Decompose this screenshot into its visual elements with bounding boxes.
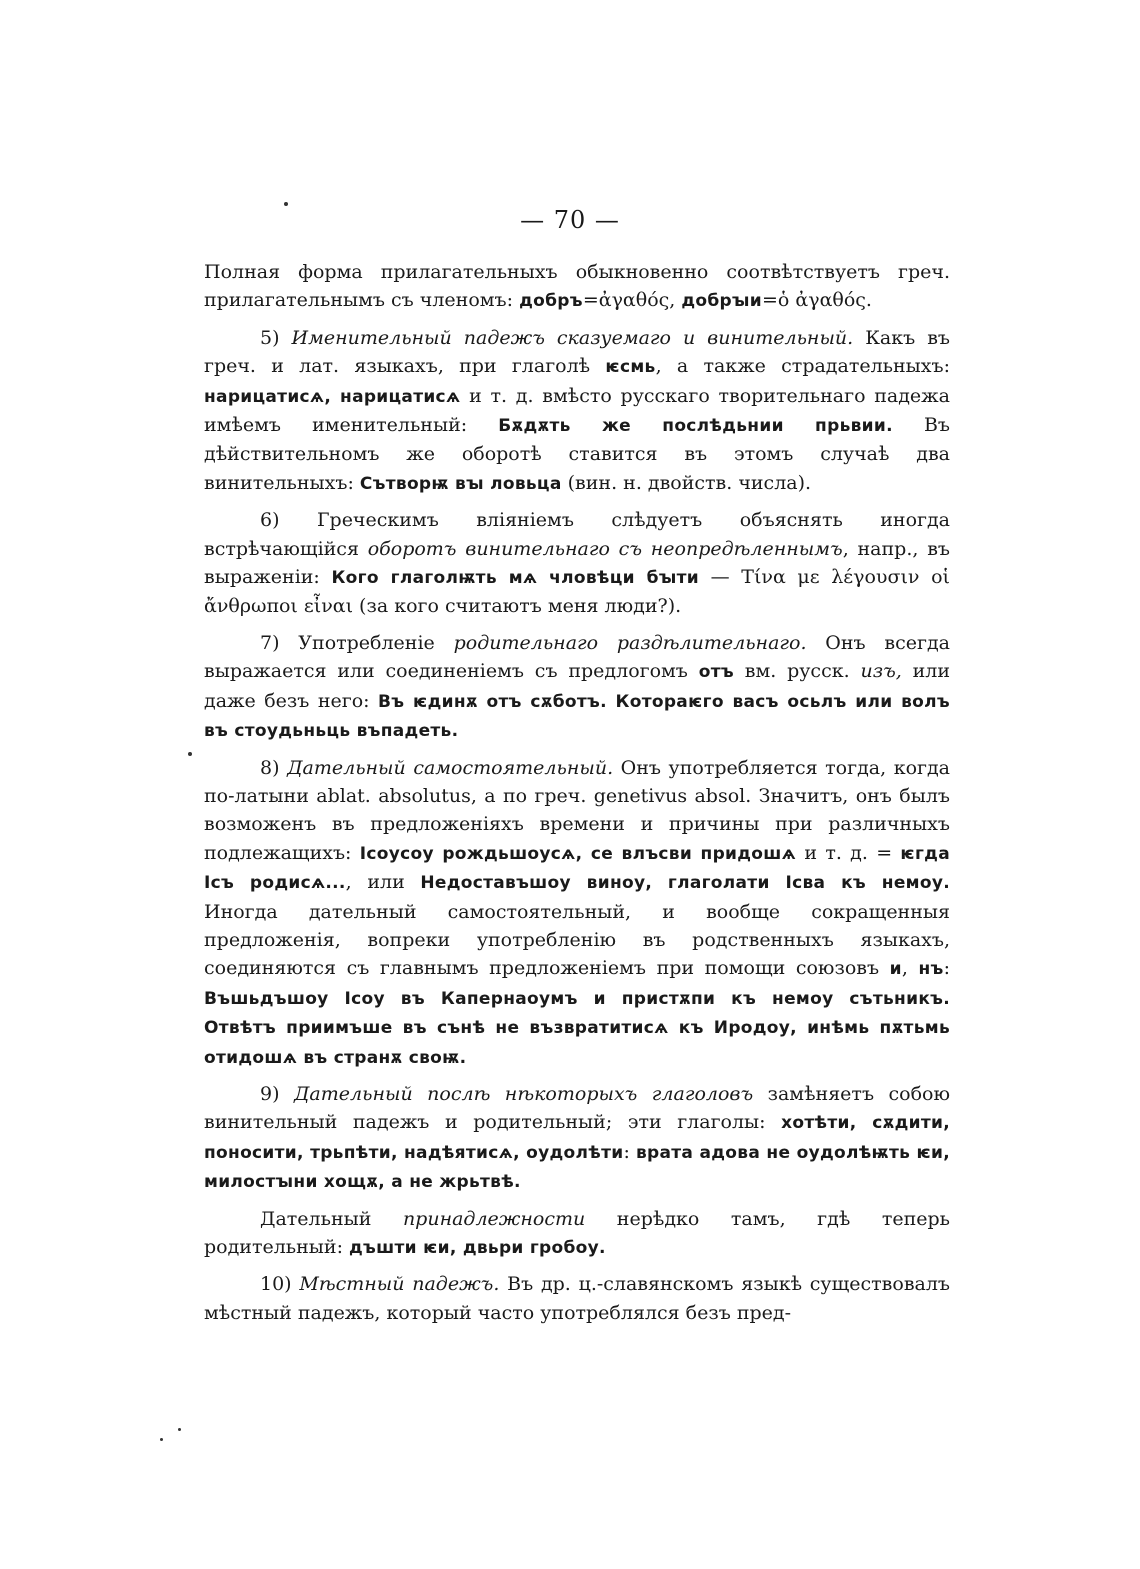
paragraph	[204, 754, 950, 1072]
text-run: 10)	[260, 1273, 300, 1296]
text-run: нерѣдко тамъ, гдѣ теперь родительный:	[204, 1207, 950, 1258]
text-run: — Τίνα με λέγουσιν οἱ ἄνθρωποι εἶναι (за кого считаютъ меня люди?).	[204, 566, 950, 618]
page-number: — 70 —	[520, 206, 620, 234]
italic-term: принадлежности	[402, 1207, 586, 1230]
text-run: ,	[901, 957, 919, 980]
church-slavonic-text: Недоставъшоу виноу, глаголати Ісва къ немоу.	[420, 873, 950, 894]
church-slavonic-text: нъ	[918, 959, 944, 980]
church-slavonic-text: врата адова не оудолѣѭть ѥи, милостꙑни хощѫ, а не жрьтвѣ.	[204, 1142, 950, 1193]
text-run: :	[623, 1140, 636, 1163]
text-run: и т. д. вмѣсто русскаго творительнаго падежа имѣемъ именительный:	[204, 384, 950, 437]
text-run: (вин. н. двойств. числа).	[561, 471, 812, 494]
text-run: :	[943, 957, 950, 980]
paragraph	[204, 506, 950, 621]
text-run: 8)	[260, 756, 288, 779]
church-slavonic-text: Кого глаголѭть мѧ чловѣци бꙑти	[331, 568, 699, 589]
text-run: Онъ всегда выражается или соединеніемъ съ предлогомъ	[204, 631, 950, 683]
text-block	[204, 258, 950, 1335]
text-run: Онъ употребляется тогда, когда по-латыни ablat. absolutus, а по греч. genetivus absol. Значитъ, онъ былъ возможенъ въ предложеніяхъ времени и причины при различныхъ подлежащихъ:	[204, 756, 950, 864]
text-run: Въ дѣйствительномъ же оборотѣ ставится въ этомъ случаѣ два винительныхъ:	[204, 414, 951, 494]
church-slavonic-text: Ісоусоу рождьшоусѧ, се влъсви придошѧ	[359, 843, 797, 864]
text-run: Дательный	[260, 1207, 403, 1230]
church-slavonic-text: Въ ѥдинѫ отъ сѫботъ. Котораѥго васъ осьлъ или волъ въ стоудьньць въпадеть.	[204, 691, 950, 742]
church-slavonic-text: отъ	[698, 662, 734, 683]
text-run: , напр., въ выраженіи:	[204, 537, 950, 589]
church-slavonic-text: дъшти ѥи, двьри гробоу.	[349, 1238, 606, 1258]
church-slavonic-text: добрꙑи	[681, 291, 762, 312]
text-run: 7) Употребленіе	[260, 631, 454, 654]
scan-speck	[284, 202, 288, 206]
paragraph	[204, 1270, 950, 1327]
italic-term: изъ,	[860, 660, 902, 683]
paragraph	[204, 258, 950, 316]
italic-term: родительнаго раздѣлительнаго.	[453, 631, 807, 654]
church-slavonic-text: и	[889, 959, 902, 980]
text-run: или даже безъ него:	[204, 660, 950, 712]
italic-term: оборотъ винительнаго съ неопредѣленнымъ	[367, 537, 843, 560]
church-slavonic-text: нарицатисѧ, нарицатисѧ	[204, 386, 461, 407]
text-run: Полная форма прилагательныхъ обыкновенно соотвѣтствуетъ греч. прилагательнымъ съ членомъ:	[204, 261, 950, 312]
text-run: 5)	[260, 326, 292, 349]
italic-term: Дательный послѣ нѣкоторыхъ глаголовъ	[293, 1082, 754, 1105]
text-run: =ὁ ἀγαθός.	[762, 289, 872, 312]
text-run: Иногда дательный самостоятельный, и вообще сокращенныя предложенія, вопреки употребленію въ родственныхъ языкахъ, соединяются съ главнымъ предложеніемъ при помощи союзовъ	[204, 900, 950, 980]
scan-speck	[160, 1438, 163, 1441]
church-slavonic-text: Въшьдъшоу Ісоу въ Капернаоумъ и пристѫпи къ немоу сътьникъ. Отвѣтъ приимъше въ сънѣ не възвратитисѧ къ Иродоу, инѣмь пѫтьмь отидошѧ въ странѫ своѭ.	[204, 988, 950, 1068]
scan-speck	[178, 1428, 181, 1431]
text-run: Какъ въ греч. и лат. языкахъ, при глаголѣ	[204, 326, 950, 378]
italic-term: Дательный самостоятельный.	[287, 756, 614, 779]
paragraph	[204, 1080, 950, 1197]
paragraph	[204, 629, 950, 746]
church-slavonic-text: добръ	[519, 291, 583, 312]
italic-term: Именительный падежъ сказуемаго и винительный.	[291, 326, 854, 349]
text-run: вм. русск.	[733, 660, 861, 683]
church-slavonic-text: ѥсмь	[605, 357, 656, 378]
paragraph	[204, 324, 950, 498]
scan-speck	[188, 752, 192, 756]
church-slavonic-text: хотѣти, сѫдити, поносити, трьпѣти, надѣятисѧ, оудолѣти	[204, 1113, 950, 1163]
text-run: =ἀγαθός,	[582, 289, 682, 312]
church-slavonic-text: Сътворѭ вꙑ ловьца	[359, 473, 562, 494]
paragraph	[204, 1205, 950, 1263]
text-run: , а также страдательныхъ:	[655, 355, 950, 378]
text-run: замѣняетъ собою винительный падежъ и родительный; эти глаголы:	[204, 1082, 950, 1134]
text-run: 6) Греческимъ вліяніемъ слѣдуетъ объяснять иногда встрѣчающійся	[204, 509, 950, 560]
church-slavonic-text: Бѫдѫть же послѣдьнии прьвии.	[498, 416, 893, 437]
text-run: Въ др. ц.-славянскомъ языкѣ существовалъ мѣстный падежъ, который часто употреблялся безъ пред-	[204, 1273, 950, 1324]
text-run: и т. д. =	[796, 841, 901, 864]
text-run: 9)	[260, 1082, 294, 1105]
church-slavonic-text: ѥгда Ісъ родисѧ...	[204, 843, 950, 894]
text-run: , или	[345, 871, 421, 894]
italic-term: Мѣстный падежъ.	[299, 1273, 500, 1296]
